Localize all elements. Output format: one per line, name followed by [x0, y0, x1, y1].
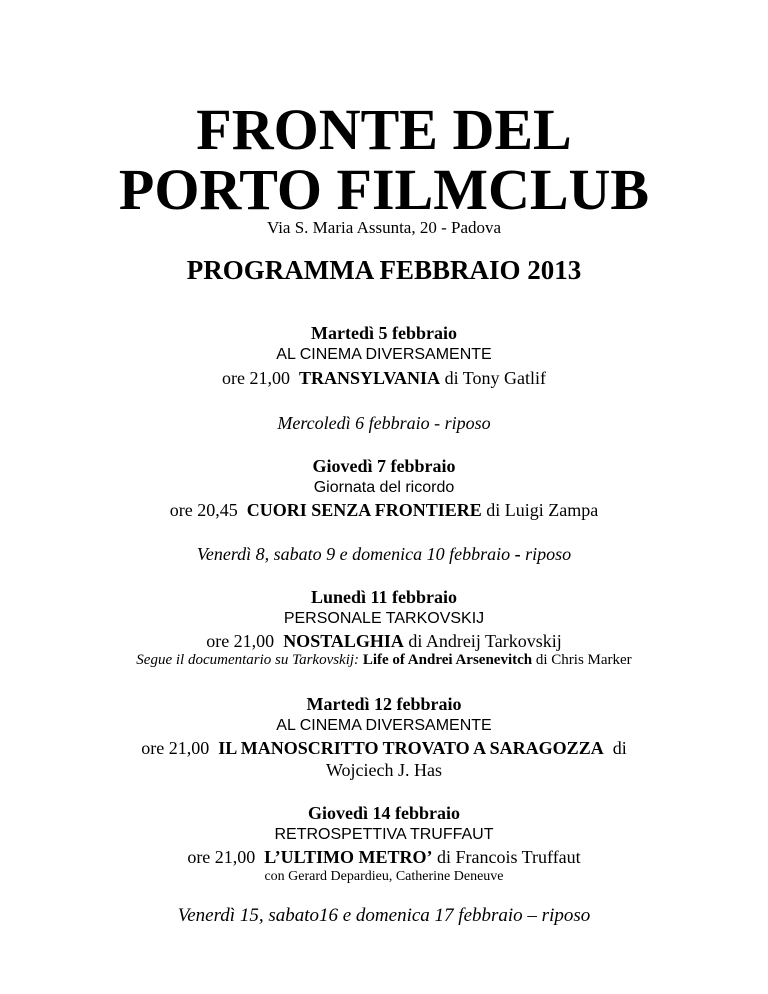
event-screening: [0, 737, 768, 759]
rest-label: riposo: [525, 544, 572, 564]
event-director: di Tony Gatlif: [444, 368, 546, 388]
event-cast: con Gerard Depardieu, Catherine Deneuve: [264, 869, 504, 884]
club-title-line1: FRONTE DEL: [196, 97, 572, 162]
event-director: di: [612, 738, 627, 758]
event-screening: [0, 846, 768, 868]
event-director-name: Wojciech J. Has: [325, 760, 442, 780]
event-film-title: CUORI SENZA FRONTIERE: [246, 500, 482, 520]
event-section: AL CINEMA DIVERSAMENTE: [276, 717, 492, 734]
event-date: Martedì 5 febbraio: [311, 323, 457, 343]
event-time: ore 21,00: [222, 368, 291, 388]
event-director: di Luigi Zampa: [486, 500, 599, 520]
note-film-title: Life of Andrei Arsenevitch: [362, 652, 533, 668]
event-film-title: IL MANOSCRITTO TROVATO A SARAGOZZA: [218, 738, 604, 758]
event-film-title: TRANSYLVANIA: [299, 368, 441, 388]
rest-days: Venerdì 15, sabato16 e domenica 17 febbraio – riposo: [177, 905, 591, 926]
event-date: Lunedì 11 febbraio: [310, 587, 458, 607]
rest-day: Mercoledì 6 febbraio - riposo: [277, 413, 491, 433]
event-date: Giovedì 7 febbraio: [312, 456, 456, 476]
rest-days: [0, 543, 768, 565]
event-section: Giornata del ricordo: [313, 479, 455, 496]
event-director: di Francois Truffaut: [437, 847, 581, 867]
rest-days-text: Venerdì 8, sabato 9 e domenica 10 febbraio: [196, 544, 511, 564]
event-film-title: NOSTALGHIA: [283, 631, 404, 651]
note-director: di Chris Marker: [535, 652, 632, 668]
note-prefix: Segue il documentario su Tarkovskij:: [136, 652, 360, 668]
event-time: ore 20,45: [169, 500, 238, 520]
event-section: PERSONALE TARKOVSKIJ: [283, 610, 485, 627]
club-address: Via S. Maria Assunta, 20 - Padova: [266, 218, 502, 237]
rest-separator: -: [514, 544, 521, 564]
event-film-title: L’ULTIMO METRO’: [264, 847, 433, 867]
event-time: ore 21,00: [141, 738, 210, 758]
event-screening: [0, 630, 768, 652]
event-section: AL CINEMA DIVERSAMENTE: [276, 346, 492, 363]
event-time: ore 21,00: [206, 631, 275, 651]
event-screening: [0, 499, 768, 521]
club-title-line2: PORTO FILMCLUB: [118, 157, 650, 222]
event-director: di Andreij Tarkovskij: [408, 631, 562, 651]
event-date: Martedì 12 febbraio: [306, 694, 462, 714]
program-heading: PROGRAMMA FEBBRAIO 2013: [186, 255, 582, 285]
event-date: Giovedì 14 febbraio: [308, 803, 460, 823]
event-section: RETROSPETTIVA TRUFFAUT: [274, 826, 494, 843]
event-note: [0, 651, 768, 670]
event-screening: [0, 367, 768, 389]
event-time: ore 21,00: [187, 847, 256, 867]
